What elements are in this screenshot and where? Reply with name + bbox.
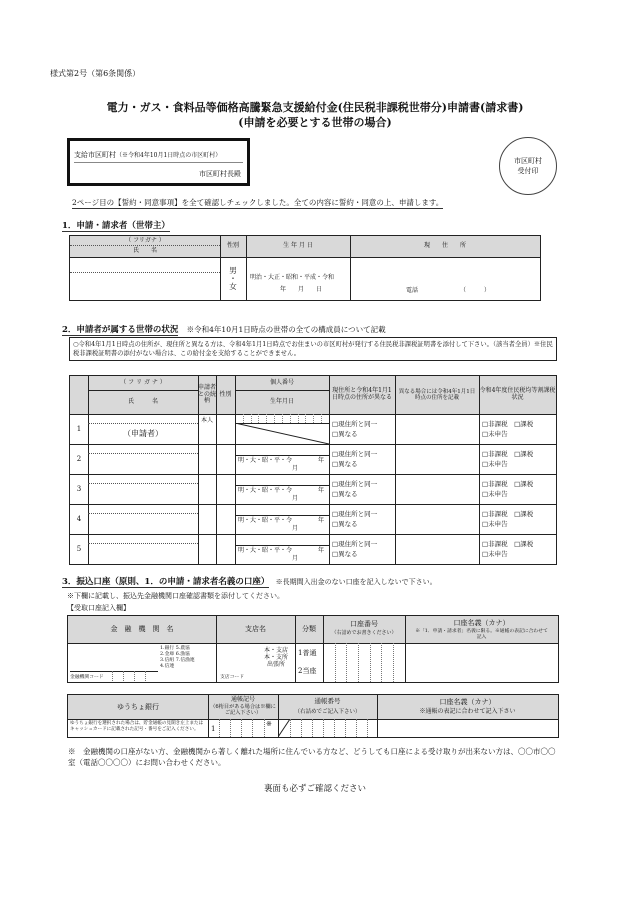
row2-era[interactable]: 明・大・昭・平・令 [238,457,293,464]
notice-box: ○令和4年1月1日時点の住所が、現住所と異なる方は、令和4年1月1日時点でお住まいの市区町村が発行する住民税非課税証明書を添付して下さい。（該当者全員）※住民税非課税証明書の添付がない場合は、この給付金を支給することができません。 [69,337,557,361]
yucho-holder-input[interactable] [378,720,558,737]
row2-nen: 年 [318,457,325,464]
account-holder-note: ※「1．申請・請求者」名義に限る。※通帳の表記に合わせて記入 [415,629,548,640]
row2-address-options[interactable]: □現住所と同一 □異なる [332,450,378,468]
kigo-note: （6桁目がある場合は※欄にご記入下さい） [210,704,276,716]
row-number: 3 [76,485,82,493]
account-holder-label: 口座名義（カナ） [453,618,510,627]
reception-stamp-circle: 市区町村 受付印 [499,137,557,195]
sex-label: 性別 [226,242,239,250]
row5-address-options[interactable]: □現住所と同一 □異なる [332,540,378,558]
row4-tax-options[interactable]: □非課税 □課税 □未申告 [482,510,534,528]
bango-digits[interactable] [290,719,377,737]
row3-address-options[interactable]: □現住所と同一 □異なる [332,480,378,498]
account-number-digits[interactable] [323,643,405,682]
row3-tax-options[interactable]: □非課税 □課税 □未申告 [482,480,534,498]
number-digit-grid [235,414,329,423]
bank-name-label: 金 融 機 関 名 [110,625,174,634]
row3-tsuki: 月 [292,495,299,502]
section2-heading: 2．申請者が属する世帯の状況 [62,325,179,335]
bango-note: （右詰めでご記入下さい） [294,708,361,715]
tsucho-bango-label: 通帳番号 [314,697,341,706]
applicant-table [69,235,541,301]
page-subtitle: (申請を必要とする世帯の場合) [238,116,392,129]
kigo-first-digit: 1 [211,725,216,733]
account-no-label: 口座番号 [350,619,378,628]
row5-tax-options[interactable]: □非課税 □課税 □未申告 [482,540,534,558]
row4-address-options[interactable]: □現住所と同一 □異なる [332,510,378,528]
row5-nen: 年 [318,547,325,554]
row-number: 1 [76,425,82,433]
category-current[interactable]: 2当座 [298,667,317,675]
section1-heading: 1．申請・請求者（世帯主） [62,221,170,231]
row4-nen: 年 [318,517,325,524]
tsucho-kigo-label: 通帳記号 [230,695,255,703]
row3-era[interactable]: 明・大・昭・平・令 [238,487,293,494]
diagonal-slash [235,423,329,444]
branch-type-options[interactable]: 本・支店 本・支所 出張所 [264,647,289,669]
section3-note2: ※下欄に記載し、振込先金融機関口座確認書類を添付してください。 [67,592,284,600]
col-number: 個人番号 [269,378,294,386]
yucho-holder-label: 口座名義（カナ） [439,697,496,706]
applicant-relation: 本人 [200,416,213,424]
bank-type-options[interactable]: 1.銀行 5.農協 2.金庫 6.漁協 3.信組 7.信漁連 4.信連 [160,646,195,669]
bango-slash [278,719,290,737]
furigana-label: （ フリガナ ） [125,236,165,244]
household-rows [70,414,556,564]
col-diff-address: 異なる場合には令和4年1月1日時点の住所を記載 [398,388,476,401]
row1-tax-options[interactable]: □非課税 □課税 □未申告 [482,420,534,438]
bank-code-digits[interactable] [112,671,158,681]
page-title: 電力・ガス・食料品等価格高騰緊急支援給付金(住民税非課税世帯分)申請書(請求書) [106,101,524,114]
row2-tax-options[interactable]: □非課税 □課税 □未申告 [482,450,534,468]
row-number: 5 [76,545,82,553]
birth-ymd[interactable]: 年 月 日 [280,286,323,293]
bank-name-input[interactable] [70,645,158,672]
addressee-note: （※令和4年10月1日時点の市区町村） [116,152,222,159]
footnote: ※ 金融機関の口座がない方、金融機関から著しく離れた場所に住んでいる方など、どうしても口座による受け取りが出来ない方は、〇〇市〇〇室（電話〇〇〇〇）にお問い合わせください。 [68,747,556,768]
pledge-text: 2ページ目の【誓約・同意事項】を全て確認しチェックしました。全ての内容に誓約・同意の上、申請します。 [72,198,444,207]
back-note: 裏面も必ずご確認ください [263,784,366,794]
branch-code-label: 支店コード [220,675,244,680]
phone-paren[interactable]: （ ） [460,287,491,294]
yucho-note: ゆうちょ銀行を選択された場合は、貯金通帳の見開き左上またはキャッシュカードに記載された記号・番号をご記入ください。 [70,721,204,732]
section3-note: ※長期間入出金のない口座を記入しないで下さい。 [275,578,437,586]
row-number: 4 [76,515,82,523]
account-no-note: （右詰めでお書きください） [331,630,397,637]
addressee-box [67,138,250,186]
applicant-label: （申請者） [123,429,163,438]
yucho-table [67,694,559,738]
row4-tsuki: 月 [292,525,299,532]
row4-era[interactable]: 明・大・昭・平・令 [238,517,293,524]
row5-era[interactable]: 明・大・昭・平・令 [238,547,293,554]
row-number: 2 [76,455,82,463]
col-name: 氏 名 [127,397,158,405]
era-options[interactable]: 明治・大正・昭和・平成・令和 [250,274,335,281]
sex-options[interactable]: 男 ・ 女 [229,265,237,292]
col-sex: 性別 [219,390,232,398]
col-same-address: 現住所と令和4年1月1日時点の住所が異なる [331,387,392,401]
col-furigana: （ フ リ ガ ナ ） [120,378,166,386]
addressee-prefix: 支給市区町村 [74,151,116,159]
branch-name-label: 支店名 [245,625,266,634]
yucho-holder-note: ※通帳の表記に合わせて記入下さい [419,707,516,715]
row1-address-options[interactable]: □現住所と同一 □異なる [332,420,378,438]
birth-label: 生 年 月 日 [283,242,313,250]
household-table [69,375,557,565]
bank-account-table [67,615,559,683]
section2-note: ※令和4年10月1日時点の世帯の全ての構成員について記載 [186,325,386,334]
section3-heading: 3．振込口座（原則、1．の申請・請求者名義の口座） [62,577,270,587]
phone-label: 電話 [406,287,419,294]
category-ordinary[interactable]: 1普通 [298,649,317,657]
col-birth: 生年月日 [269,397,294,405]
row3-nen: 年 [318,487,325,494]
row2-tsuki: 月 [292,465,299,472]
form-id: 様式第2号（第6条関係） [50,69,141,78]
name-label: 氏 名 [132,247,157,255]
category-label: 分類 [302,625,316,634]
kigo-digits[interactable] [219,719,278,737]
kigo-star: ※ [266,720,272,728]
address-label: 現 住 所 [423,242,466,250]
col-tax-status: 令和4年度住民税均等割課税状況 [479,387,556,401]
yucho-label: ゆうちょ銀行 [117,702,159,711]
account-box-title: 【受取口座記入欄】 [67,604,130,612]
addressee-suffix: 市区町村長殿 [199,170,241,178]
account-holder-input[interactable] [406,644,558,682]
col-relation: 申請者との続柄 [198,383,217,405]
bank-code-label: 金融機関コード [70,675,104,680]
row5-tsuki: 月 [292,555,299,562]
